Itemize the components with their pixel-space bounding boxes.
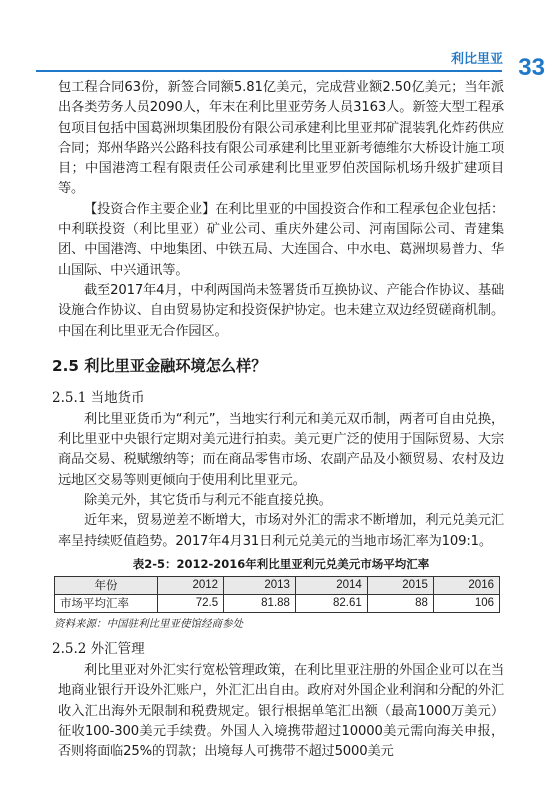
table-row xyxy=(55,594,500,612)
source-note: 资料来源：中国驻利比里亚使馆经商参处 xyxy=(54,617,243,630)
header-divider xyxy=(36,70,502,72)
table-header-cell: 2015 xyxy=(367,576,433,594)
table-header-cell: 2016 xyxy=(433,576,499,594)
table-cell: 106 xyxy=(433,594,499,612)
table-header-cell: 2013 xyxy=(224,576,296,594)
table-header-cell: 2014 xyxy=(295,576,367,594)
subsection-heading: 2.5.2 外汇管理 xyxy=(52,640,145,657)
page-number: 33 xyxy=(518,54,545,81)
body-paragraph: 近年来，贸易逆差不断增大，市场对外汇的需求不断增加，利元兑美元汇率呈持续贬值趋势。2017年4月31日利元兑美元的当地市场汇率为109:1。 xyxy=(58,513,504,549)
running-header-title: 利比里亚 xyxy=(450,52,503,67)
body-paragraph: 包工程合同63份，新签合同额5.81亿美元，完成营业额2.50亿美元；当年派出各类劳务人员2090人，年末在利比里亚劳务人员3163人。新签大型工程承包项目包括中国葛洲坝集团股份有限公司承建利比里亚邦矿混装乳化炸药供应合同；郑州华路兴公路科技有限公司承建利比里亚新考德维尔大桥设计施工项目；中国港湾工程有限责任公司承建利比里亚罗伯茨国际机场升级扩建项目等。 xyxy=(58,80,504,197)
table-row-label: 市场平均汇率 xyxy=(55,594,158,612)
table-cell: 88 xyxy=(367,594,433,612)
table-cell: 72.5 xyxy=(158,594,224,612)
table-caption: 表2-5：2012-2016年利比里亚利元兑美元市场平均汇率 xyxy=(132,556,430,571)
section-heading: 2.5 利比里亚金融环境怎么样？ xyxy=(52,356,267,375)
body-paragraph: 除美元外，其它货币与利元不能直接兑换。 xyxy=(84,493,332,509)
table-header-row xyxy=(55,576,500,594)
table-header-cell: 年份 xyxy=(55,576,158,594)
page-body xyxy=(52,78,504,762)
exchange-rate-table xyxy=(54,576,500,613)
body-paragraph: 【投资合作主要企业】在利比里亚的中国投资合作和工程承包企业包括：中利联投资（利比里亚）矿业公司、重庆外建公司、河南国际公司、青建集团、中国港湾、中地集团、中铁五局、大连国合、中水电、葛洲坝易普力、华山国际、中兴通讯等。 xyxy=(58,201,504,278)
body-paragraph: 利比里亚货币为“利元”，当地实行利元和美元双币制，两者可自由兑换，利比里亚中央银行定期对美元进行拍卖。美元更广泛的使用于国际贸易、大宗商品交易、税赋缴纳等；而在商品零售市场、农副产品及小额贸易、农村及边远地区交易等则更倾向于使用利比里亚元。 xyxy=(58,411,504,488)
table-cell: 81.88 xyxy=(224,594,296,612)
table-header-cell: 2012 xyxy=(158,576,224,594)
table-cell: 82.61 xyxy=(295,594,367,612)
body-paragraph: 截至2017年4月，中利两国尚未签署货币互换协议、产能合作协议、基础设施合作协议、自由贸易协定和投资保护协定。也未建立双边经贸磋商机制。中国在利比里亚无合作园区。 xyxy=(58,282,504,339)
subsection-heading: 2.5.1 当地货币 xyxy=(52,389,145,406)
body-paragraph: 利比里亚对外汇实行宽松管理政策，在利比里亚注册的外国企业可以在当地商业银行开设外汇账户，外汇汇出自由。政府对外国企业利润和分配的外汇收入汇出海外无限制和税费规定。银行根据单笔汇出额（最高1000万美元）征收100-300美元手续费。外国人入境携带超过10000美元需向海关申报，否则将面临25%的罚款；出境每人可携带不超过5000美元 xyxy=(58,662,504,760)
